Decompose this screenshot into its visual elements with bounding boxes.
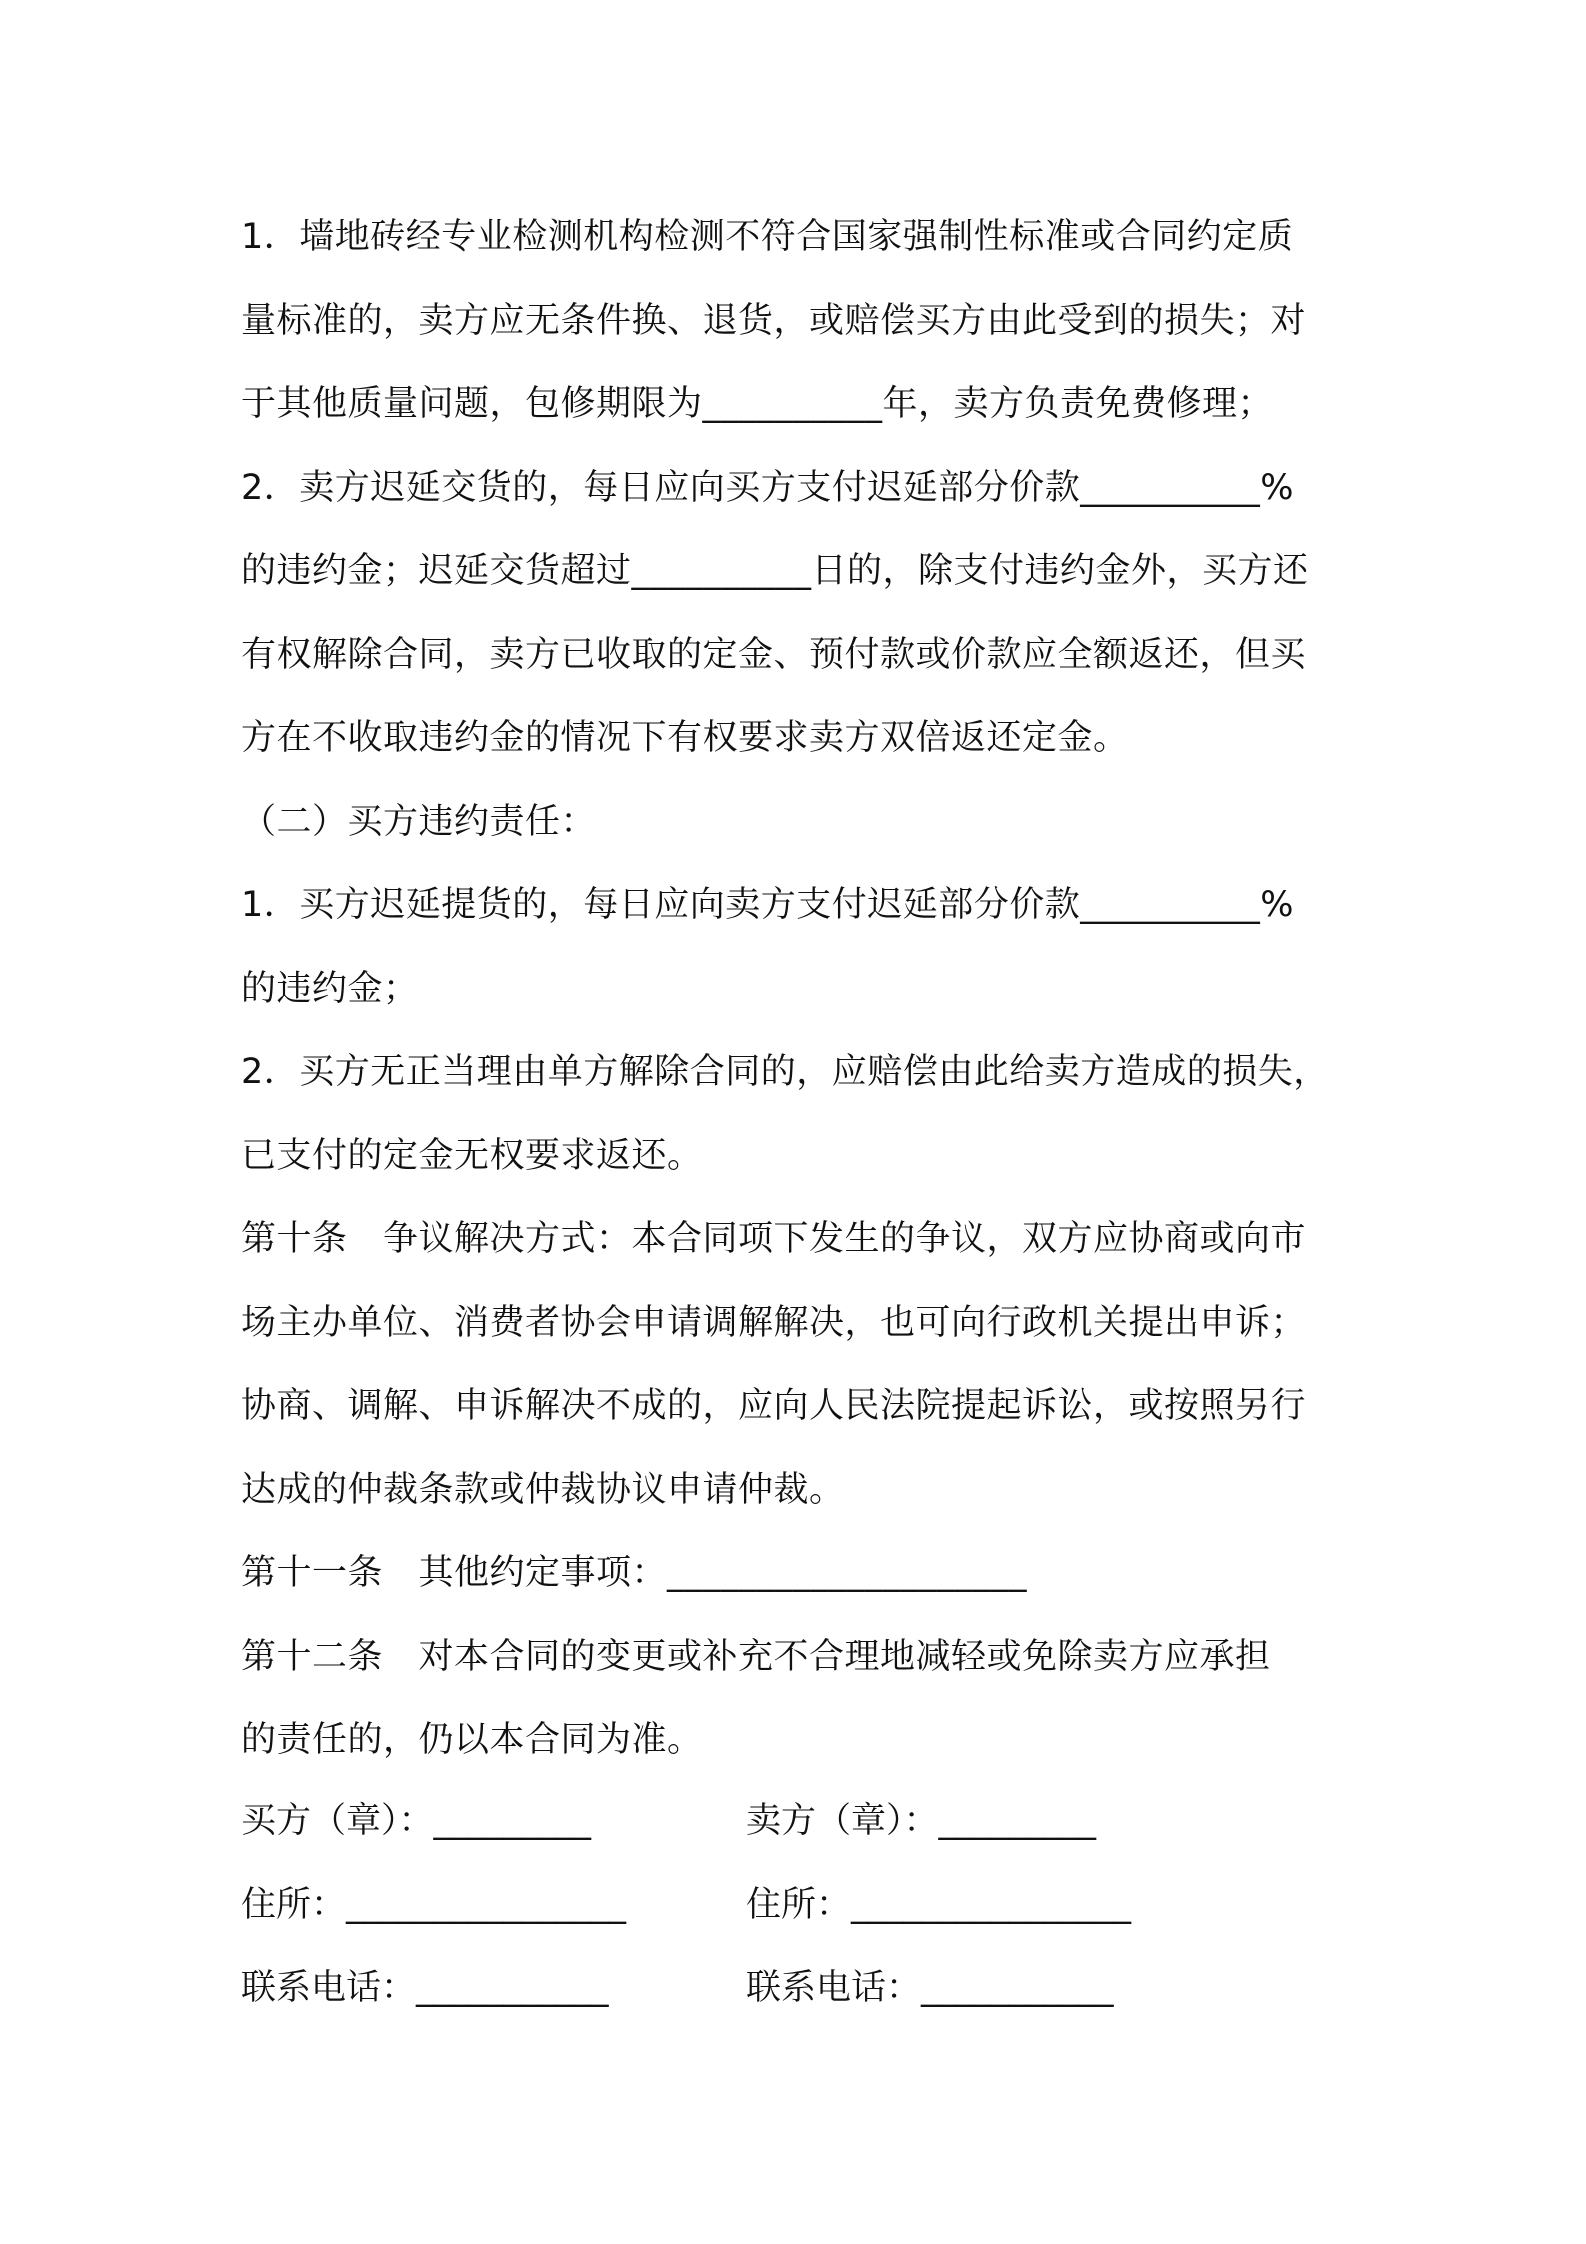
- section-heading: （二）买方违约责任：: [241, 801, 597, 842]
- signature-row-seal: [241, 1780, 1361, 1864]
- buyer-phone-field: 联系电话：___________: [241, 1968, 609, 2008]
- text-line: 已支付的定金无权要求返还。: [241, 1135, 703, 1176]
- signature-block: [241, 1780, 1361, 2031]
- seller-phone-field: 联系电话：___________: [746, 1968, 1114, 2008]
- text-line: 量标准的，卖方应无条件换、退货，或赔偿买方由此受到的损失；对: [241, 300, 1307, 341]
- text-line: 有权解除合同，卖方已收取的定金、预付款或价款应全额返还，但买: [241, 634, 1307, 675]
- article-line: 第十条 争议解决方式：本合同项下发生的争议，双方应协商或向市: [241, 1219, 1307, 1259]
- text-line: 达成的仲裁条款或仲裁协议申请仲裁。: [241, 1469, 845, 1510]
- text-line: 1．买方迟延提货的，每日应向卖方支付迟延部分价款__________%: [241, 885, 1295, 925]
- article-line: 第十一条 其他约定事项：____________________: [241, 1553, 1028, 1593]
- text-line: 1．墙地砖经专业检测机构检测不符合国家强制性标准或合同约定质: [241, 217, 1294, 257]
- contract-body: [241, 196, 1361, 1783]
- text-line: 方在不收取违约金的情况下有权要求卖方双倍返还定金。: [241, 718, 1129, 758]
- seller-address-field: 住所：________________: [746, 1884, 1132, 1925]
- signature-row-phone: [241, 1947, 1361, 2031]
- text-line: 2．卖方迟延交货的，每日应向买方支付迟延部分价款__________%: [241, 467, 1295, 508]
- text-line: 的违约金；: [241, 968, 419, 1009]
- text-line: 协商、调解、申诉解决不成的，应向人民法院提起诉讼，或按照另行: [241, 1386, 1307, 1426]
- text-line: 场主办单位、消费者协会申请调解解决，也可向行政机关提出申诉；: [241, 1302, 1307, 1343]
- text-line: 于其他质量问题，包修期限为__________年，卖方负责免费修理；: [241, 384, 1274, 424]
- buyer-address-field: 住所：________________: [241, 1884, 627, 1925]
- seller-seal-field: 卖方（章）：_________: [746, 1801, 1097, 1841]
- article-line: 第十二条 对本合同的变更或补充不合理地减轻或免除卖方应承担: [241, 1636, 1271, 1677]
- signature-row-address: [241, 1864, 1361, 1948]
- buyer-seal-field: 买方（章）：_________: [241, 1801, 592, 1841]
- text-line: 的违约金；迟延交货超过__________日的，除支付违约金外，买方还: [241, 551, 1309, 591]
- text-line: 2．买方无正当理由单方解除合同的，应赔偿由此给卖方造成的损失，: [241, 1052, 1329, 1092]
- text-line: 的责任的，仍以本合同为准。: [241, 1720, 703, 1760]
